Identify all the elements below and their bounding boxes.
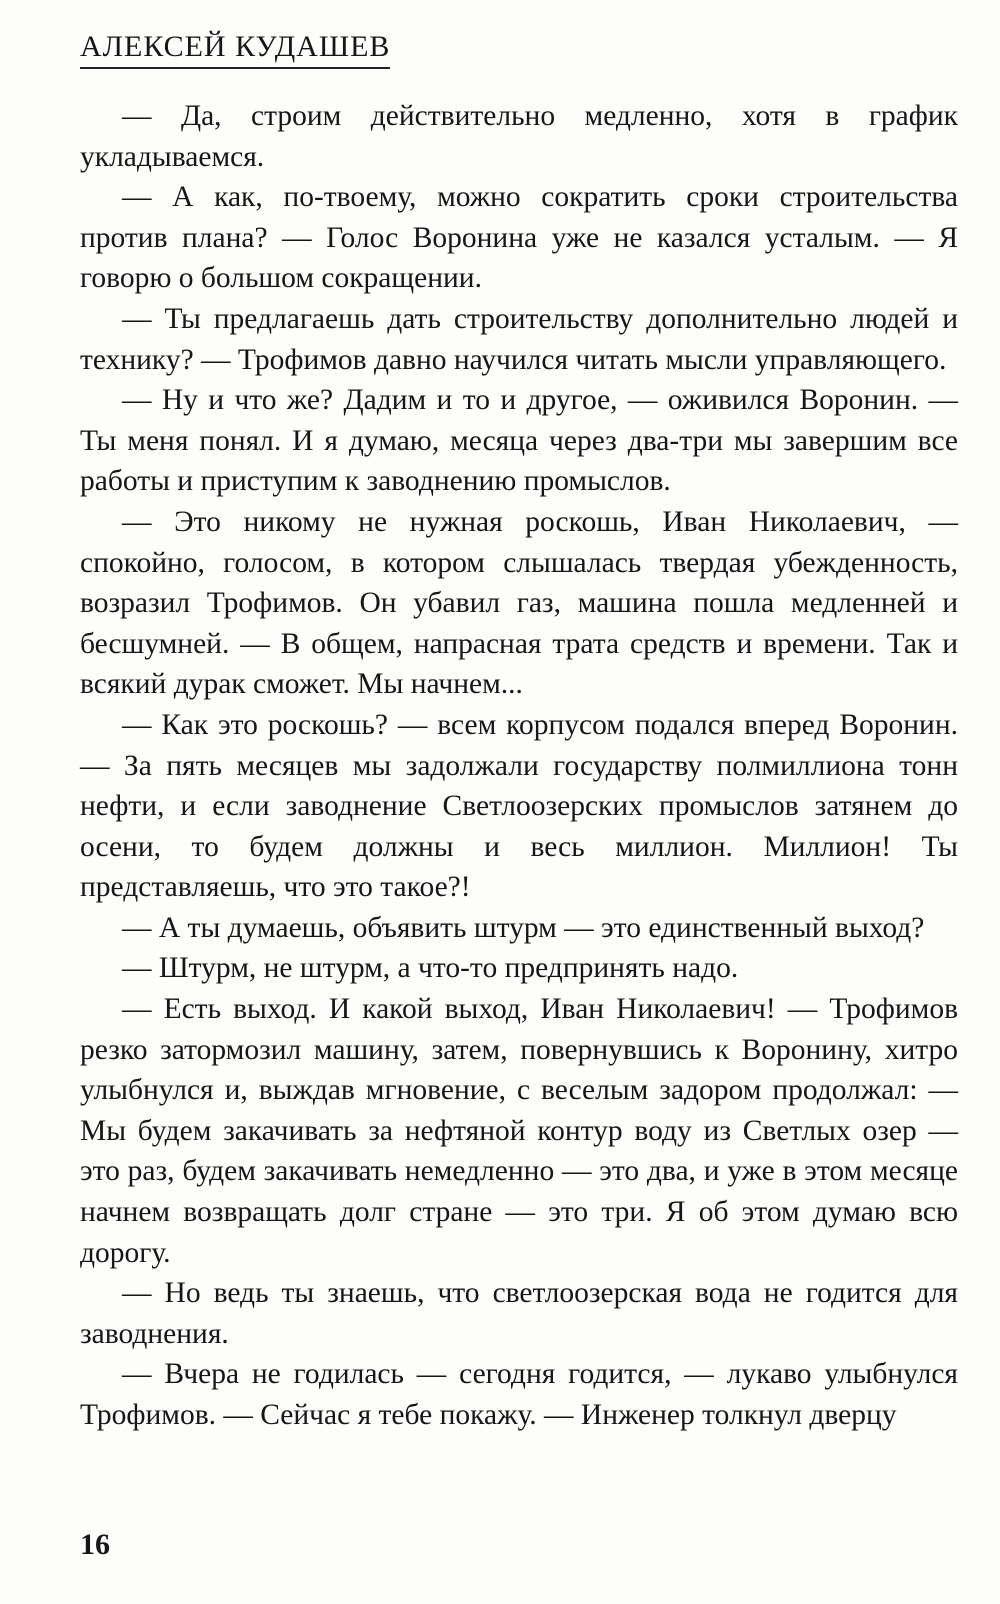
paragraph: — Есть выход. И какой выход, Иван Николаевич! — Трофимов резко затормозил машину, затем, повернувшись к Воронину, хитро улыбнулся и, выждав мгновение, с веселым задором продолжал: — Мы будем закачивать за нефтяной контур воду из Светлых озер — это раз, будем закачивать немедленно — это два, и уже в этом месяце начнем возвращать долг стране — это три. Я об этом думаю всю дорогу. [80,993,958,1269]
paragraph: — Штурм, не штурм, а что-то предпринять надо. [122,952,739,985]
page-number: 16 [80,1528,110,1561]
paragraph: — Да, строим действительно медленно, хотя в график укладываемся. [80,100,958,173]
paragraph: — А как, по-твоему, можно сократить сроки строительства против плана? — Голос Воронина уже не казался усталым. — Я говорю о большом сокращении. [80,181,958,295]
paragraph: — Ты предлагаешь дать строительству дополнительно людей и технику? — Трофимов давно научился читать мысли управляющего. [80,302,958,376]
paragraph: — Это никому не нужная роскошь, Иван Николаевич, — спокойно, голосом, в котором слышалась твердая убежденность, возразил Трофимов. Он убавил газ, машина пошла медленней и бесшумней. — В общем, напрасная трата средств и времени. Так и всякий дурак сможет. Мы начнем... [80,505,958,701]
paragraph: — А ты думаешь, объявить штурм — это единственный выход? [122,911,925,944]
paragraph: — Как это роскошь? — всем корпусом подался вперед Воронин. — За пять месяцев мы задолжали государству полмиллиона тонн нефти, и если заводнение Светлоозерских промыслов затянем до осени, то будем должны и весь миллион. Миллион! Ты представляешь, что это такое?! [80,708,958,904]
body-text [80,96,958,1436]
paragraph: — Но ведь ты знаешь, что светлоозерская вода не годится для заводнения. [80,1277,958,1350]
paragraph: — Вчера не годилась — сегодня годится, — лукаво улыбнулся Трофимов. — Сейчас я тебе покажу. — Инженер толкнул дверцу [80,1358,958,1431]
paragraph: — Ну и что же? Дадим и то и другое, — оживился Воронин. — Ты меня понял. И я думаю, месяца через два-три мы завершим все работы и приступим к заводнению промыслов. [80,384,958,498]
running-header-author: АЛЕКСЕЙ КУДАШЕВ [80,30,390,69]
